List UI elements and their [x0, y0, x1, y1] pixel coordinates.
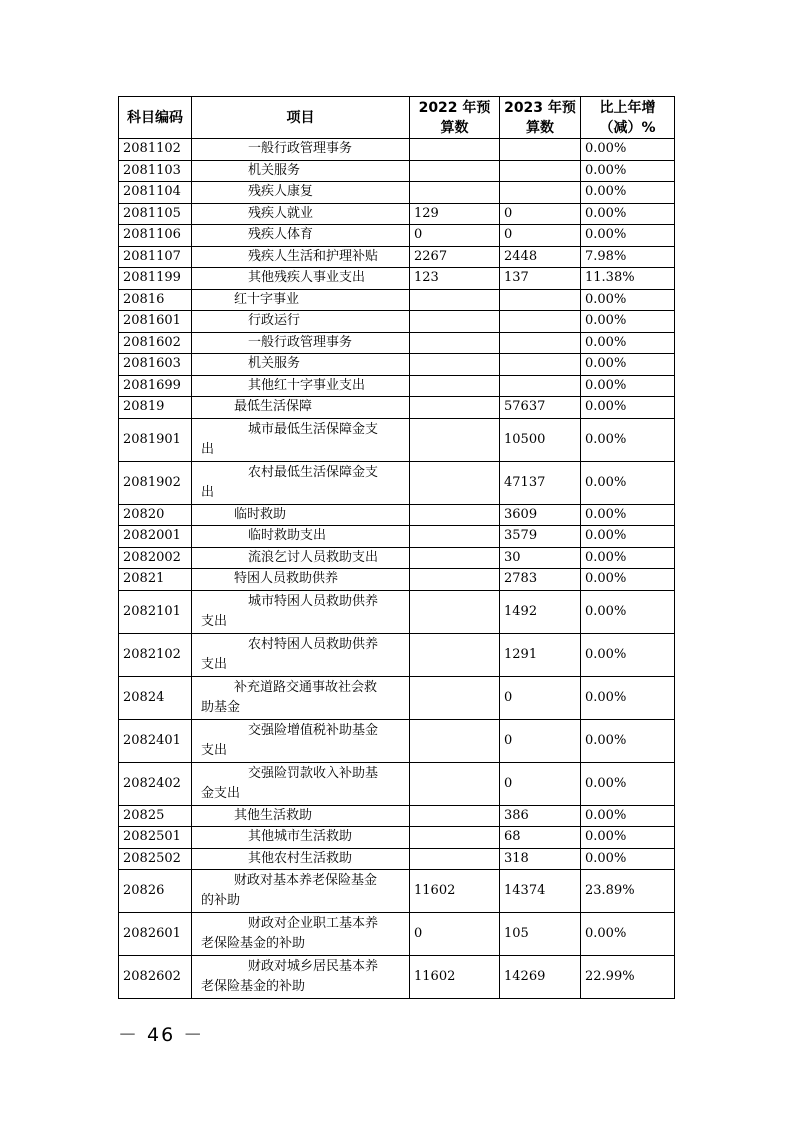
item-name-line: 城市最低生活保障金支	[248, 421, 379, 437]
table-row	[119, 225, 675, 247]
cell-change-percent: 0.00%	[581, 827, 675, 849]
cell-code: 2081699	[119, 375, 192, 397]
cell-budget-2022	[410, 354, 500, 376]
cell-change-percent: 0.00%	[581, 590, 675, 633]
table-row	[119, 139, 675, 161]
cell-budget-2023	[500, 289, 581, 311]
item-name-line: 流浪乞讨人员救助支出	[248, 549, 379, 565]
cell-item-name	[192, 332, 410, 354]
cell-budget-2022: 123	[410, 268, 500, 290]
header-budget-2023: 2023 年预算数	[500, 97, 581, 139]
cell-change-percent: 0.00%	[581, 289, 675, 311]
cell-change-percent: 0.00%	[581, 848, 675, 870]
item-name-line: 一般行政管理事务	[248, 141, 353, 157]
table-row	[119, 719, 675, 762]
cell-budget-2022	[410, 633, 500, 676]
item-name-line: 补充道路交通事故社会救	[234, 679, 378, 695]
item-name-line: 其他残疾人事业支出	[248, 270, 366, 286]
item-name-line: 交强险增值税补助基金	[248, 722, 379, 738]
item-name-line-continued: 老保险基金的补助	[201, 936, 306, 951]
cell-change-percent: 0.00%	[581, 354, 675, 376]
cell-budget-2022	[410, 526, 500, 548]
item-name-line-continued: 支出	[201, 742, 228, 758]
item-name-line-continued: 助基金	[201, 699, 241, 715]
cell-budget-2023: 68	[500, 827, 581, 849]
cell-budget-2023: 105	[500, 913, 581, 956]
cell-budget-2022	[410, 504, 500, 526]
cell-change-percent: 0.00%	[581, 311, 675, 333]
cell-change-percent: 0.00%	[581, 139, 675, 161]
header-code: 科目编码	[119, 97, 192, 139]
cell-change-percent: 0.00%	[581, 397, 675, 419]
cell-code: 2081601	[119, 311, 192, 333]
cell-item-name	[192, 805, 410, 827]
item-name-line-continued: 出	[201, 484, 215, 500]
cell-budget-2022	[410, 547, 500, 569]
cell-budget-2023: 3579	[500, 526, 581, 548]
cell-budget-2023: 0	[500, 719, 581, 762]
table-row	[119, 547, 675, 569]
cell-item-name	[192, 504, 410, 526]
cell-item-name	[192, 913, 410, 956]
cell-item-name	[192, 311, 410, 333]
item-name-line: 残疾人体育	[248, 227, 314, 243]
cell-budget-2023: 386	[500, 805, 581, 827]
table-row	[119, 504, 675, 526]
item-name-line: 临时救助支出	[248, 528, 327, 544]
cell-budget-2022: 0	[410, 225, 500, 247]
cell-item-name	[192, 418, 410, 461]
cell-budget-2023: 47137	[500, 461, 581, 504]
cell-item-name	[192, 461, 410, 504]
cell-budget-2022	[410, 332, 500, 354]
cell-budget-2022	[410, 719, 500, 762]
budget-table	[118, 96, 675, 999]
cell-item-name	[192, 676, 410, 719]
cell-budget-2022	[410, 160, 500, 182]
cell-code: 2082602	[119, 956, 192, 999]
item-name-line: 农村最低生活保障金支	[248, 464, 379, 480]
cell-budget-2023	[500, 375, 581, 397]
cell-budget-2023	[500, 311, 581, 333]
cell-budget-2022	[410, 139, 500, 161]
cell-budget-2022	[410, 289, 500, 311]
table-row	[119, 375, 675, 397]
item-name-line-continued: 出	[201, 441, 215, 457]
cell-change-percent: 0.00%	[581, 225, 675, 247]
table-row	[119, 461, 675, 504]
cell-budget-2022: 11602	[410, 956, 500, 999]
table-row	[119, 956, 675, 999]
cell-budget-2022	[410, 805, 500, 827]
cell-budget-2023	[500, 332, 581, 354]
cell-code: 20820	[119, 504, 192, 526]
cell-budget-2022	[410, 311, 500, 333]
table-row	[119, 160, 675, 182]
table-row	[119, 913, 675, 956]
cell-budget-2023: 0	[500, 762, 581, 805]
cell-budget-2022	[410, 375, 500, 397]
table-row	[119, 289, 675, 311]
table-row	[119, 633, 675, 676]
cell-code: 2081603	[119, 354, 192, 376]
cell-change-percent: 0.00%	[581, 418, 675, 461]
cell-code: 2081107	[119, 246, 192, 268]
cell-budget-2023: 2448	[500, 246, 581, 268]
cell-budget-2023: 14374	[500, 870, 581, 913]
table-row	[119, 182, 675, 204]
cell-budget-2022: 11602	[410, 870, 500, 913]
page-number: － 46 －	[118, 1024, 205, 1046]
cell-code: 2082102	[119, 633, 192, 676]
item-name-line: 财政对基本养老保险基金	[234, 873, 378, 888]
table-body	[119, 139, 675, 999]
cell-code: 2081901	[119, 418, 192, 461]
cell-change-percent: 0.00%	[581, 504, 675, 526]
cell-code: 20826	[119, 870, 192, 913]
cell-code: 2081199	[119, 268, 192, 290]
table-row	[119, 268, 675, 290]
item-name-line-continued: 金支出	[201, 785, 241, 801]
item-name-line: 行政运行	[248, 313, 301, 329]
item-name-line: 农村特困人员救助供养	[248, 636, 379, 652]
cell-budget-2022	[410, 676, 500, 719]
item-name-line: 财政对企业职工基本养	[248, 916, 379, 931]
cell-code: 2081105	[119, 203, 192, 225]
cell-budget-2023: 0	[500, 203, 581, 225]
item-name-line-continued: 支出	[201, 613, 228, 629]
table-row	[119, 332, 675, 354]
cell-change-percent: 0.00%	[581, 461, 675, 504]
item-name-line: 红十字事业	[234, 291, 300, 307]
cell-item-name	[192, 590, 410, 633]
item-name-line: 临时救助	[234, 506, 287, 522]
cell-item-name	[192, 956, 410, 999]
cell-change-percent: 0.00%	[581, 633, 675, 676]
cell-change-percent: 0.00%	[581, 805, 675, 827]
cell-code: 2081103	[119, 160, 192, 182]
cell-code: 20824	[119, 676, 192, 719]
cell-code: 2082601	[119, 913, 192, 956]
item-name-line: 其他生活救助	[234, 807, 313, 823]
item-name-line: 城市特困人员救助供养	[248, 593, 379, 609]
cell-budget-2023	[500, 160, 581, 182]
cell-item-name	[192, 203, 410, 225]
cell-budget-2022: 129	[410, 203, 500, 225]
cell-item-name	[192, 569, 410, 591]
header-change-percent: 比上年增（减）%	[581, 97, 675, 139]
cell-code: 2082002	[119, 547, 192, 569]
table-row	[119, 676, 675, 719]
cell-budget-2023: 2783	[500, 569, 581, 591]
cell-budget-2022	[410, 762, 500, 805]
cell-change-percent: 7.98%	[581, 246, 675, 268]
cell-item-name	[192, 719, 410, 762]
table-row	[119, 203, 675, 225]
item-name-line: 机关服务	[248, 162, 301, 178]
cell-code: 20825	[119, 805, 192, 827]
cell-item-name	[192, 827, 410, 849]
item-name-line: 最低生活保障	[234, 399, 313, 415]
cell-item-name	[192, 139, 410, 161]
cell-item-name	[192, 547, 410, 569]
cell-item-name	[192, 848, 410, 870]
header-budget-2022: 2022 年预算数	[410, 97, 500, 139]
cell-item-name	[192, 526, 410, 548]
cell-budget-2022	[410, 418, 500, 461]
table-row	[119, 311, 675, 333]
table-row	[119, 827, 675, 849]
cell-item-name	[192, 633, 410, 676]
item-name-line: 残疾人生活和护理补贴	[248, 248, 379, 264]
cell-change-percent: 0.00%	[581, 160, 675, 182]
cell-code: 2082402	[119, 762, 192, 805]
cell-budget-2022: 2267	[410, 246, 500, 268]
cell-item-name	[192, 246, 410, 268]
cell-code: 2081106	[119, 225, 192, 247]
cell-change-percent: 22.99%	[581, 956, 675, 999]
cell-budget-2022	[410, 397, 500, 419]
cell-code: 2082501	[119, 827, 192, 849]
cell-code: 2082101	[119, 590, 192, 633]
cell-change-percent: 0.00%	[581, 719, 675, 762]
cell-code: 2081902	[119, 461, 192, 504]
table-row	[119, 870, 675, 913]
cell-item-name	[192, 354, 410, 376]
item-name-line: 残疾人就业	[248, 205, 314, 221]
cell-item-name	[192, 397, 410, 419]
item-name-line: 特困人员救助供养	[234, 571, 339, 587]
table-row	[119, 805, 675, 827]
cell-change-percent: 11.38%	[581, 268, 675, 290]
cell-change-percent: 0.00%	[581, 676, 675, 719]
cell-item-name	[192, 870, 410, 913]
table-row	[119, 354, 675, 376]
cell-code: 20819	[119, 397, 192, 419]
cell-budget-2023: 1291	[500, 633, 581, 676]
cell-code: 20816	[119, 289, 192, 311]
cell-budget-2022	[410, 569, 500, 591]
item-name-line-continued: 老保险基金的补助	[201, 979, 306, 994]
item-name-line: 机关服务	[248, 356, 301, 372]
cell-budget-2022	[410, 590, 500, 633]
cell-change-percent: 0.00%	[581, 332, 675, 354]
cell-code: 2082001	[119, 526, 192, 548]
cell-item-name	[192, 160, 410, 182]
item-name-line: 残疾人康复	[248, 184, 314, 200]
cell-budget-2023: 10500	[500, 418, 581, 461]
item-name-line: 一般行政管理事务	[248, 334, 353, 350]
cell-budget-2023: 1492	[500, 590, 581, 633]
cell-item-name	[192, 375, 410, 397]
cell-change-percent: 0.00%	[581, 182, 675, 204]
cell-budget-2023: 30	[500, 547, 581, 569]
cell-budget-2023: 3609	[500, 504, 581, 526]
cell-budget-2023: 0	[500, 225, 581, 247]
cell-change-percent: 0.00%	[581, 526, 675, 548]
cell-item-name	[192, 762, 410, 805]
cell-budget-2022	[410, 461, 500, 504]
cell-code: 2082401	[119, 719, 192, 762]
table-row	[119, 526, 675, 548]
cell-budget-2023: 0	[500, 676, 581, 719]
cell-code: 2081102	[119, 139, 192, 161]
cell-budget-2023: 318	[500, 848, 581, 870]
cell-item-name	[192, 289, 410, 311]
cell-budget-2022	[410, 182, 500, 204]
table-row	[119, 590, 675, 633]
table-row	[119, 418, 675, 461]
cell-item-name	[192, 182, 410, 204]
table-row	[119, 569, 675, 591]
header-item: 项目	[192, 97, 410, 139]
cell-item-name	[192, 268, 410, 290]
item-name-line: 其他红十字事业支出	[248, 377, 366, 393]
item-name-line: 其他农村生活救助	[248, 850, 353, 866]
cell-change-percent: 0.00%	[581, 762, 675, 805]
cell-budget-2023	[500, 354, 581, 376]
cell-change-percent: 0.00%	[581, 203, 675, 225]
cell-change-percent: 0.00%	[581, 547, 675, 569]
cell-code: 2082502	[119, 848, 192, 870]
cell-code: 2081104	[119, 182, 192, 204]
cell-code: 20821	[119, 569, 192, 591]
cell-budget-2023: 137	[500, 268, 581, 290]
cell-budget-2023: 57637	[500, 397, 581, 419]
item-name-line: 财政对城乡居民基本养	[248, 959, 379, 974]
cell-change-percent: 0.00%	[581, 569, 675, 591]
cell-budget-2022	[410, 827, 500, 849]
cell-change-percent: 0.00%	[581, 375, 675, 397]
table-row	[119, 848, 675, 870]
cell-change-percent: 23.89%	[581, 870, 675, 913]
cell-budget-2023: 14269	[500, 956, 581, 999]
cell-code: 2081602	[119, 332, 192, 354]
cell-budget-2023	[500, 182, 581, 204]
table-row	[119, 762, 675, 805]
cell-change-percent: 0.00%	[581, 913, 675, 956]
item-name-line-continued: 支出	[201, 656, 228, 672]
cell-budget-2022	[410, 848, 500, 870]
item-name-line: 交强险罚款收入补助基	[248, 765, 379, 781]
item-name-line-continued: 的补助	[201, 893, 241, 908]
cell-budget-2022: 0	[410, 913, 500, 956]
table-header-row	[119, 97, 675, 139]
item-name-line: 其他城市生活救助	[248, 829, 353, 845]
table-row	[119, 397, 675, 419]
cell-item-name	[192, 225, 410, 247]
table-row	[119, 246, 675, 268]
cell-budget-2023	[500, 139, 581, 161]
